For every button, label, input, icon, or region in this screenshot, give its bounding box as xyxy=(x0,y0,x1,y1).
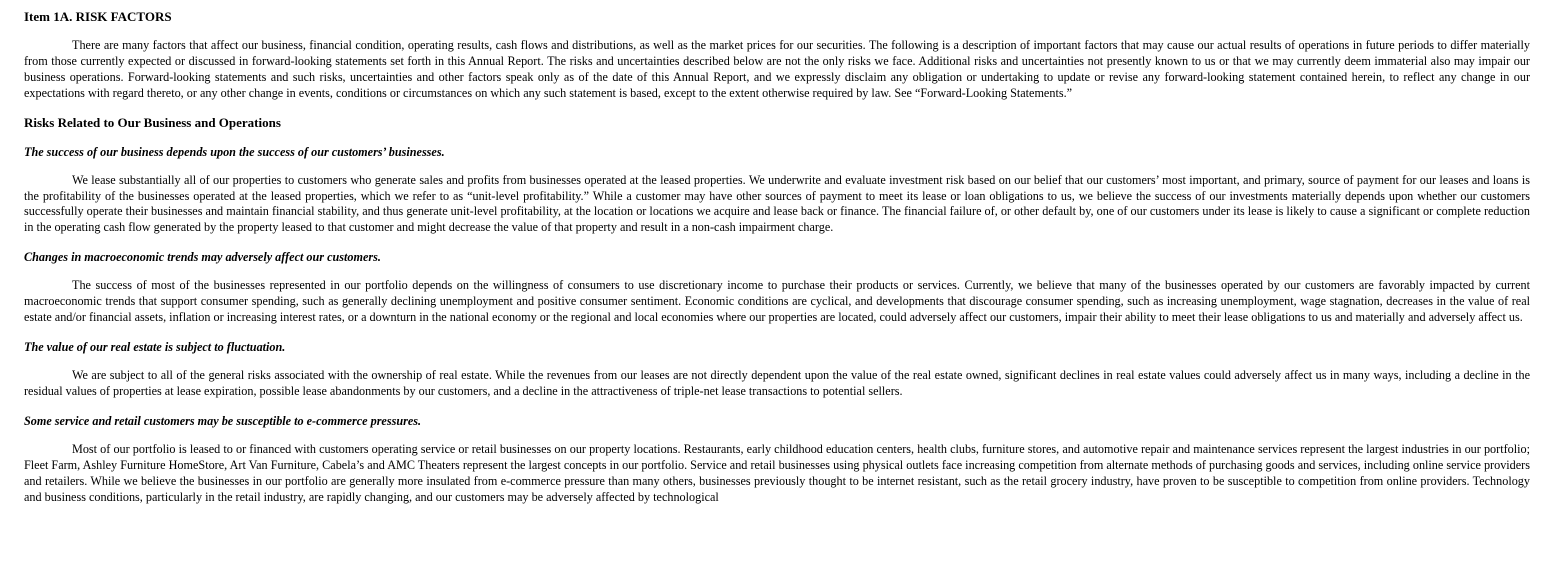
item-title: Item 1A. RISK FACTORS xyxy=(24,9,172,24)
risk-heading: The value of our real estate is subject to fluctuation. xyxy=(24,339,286,354)
risk-paragraph: The success of most of the businesses represented in our portfolio depends on the willingness of consumers to use discretionary income to purchase their products or services. Currently, we believe that many of the businesses operated by our customers are favorably impacted by current macroeconomic trends that support consumer spending, such as generally declining unemployment and positive consumer sentiment. Economic conditions are cyclical, and developments that discourage consumer spending, such as increasing unemployment, wage stagnation, decreases in the value of real estate and/or financial assets, inflation or increasing interest rates, or a downturn in the national economy or the regional and local economies where our properties are located, could adversely affect our customers, impair their ability to meet their lease obligations to us and materially and adversely affect us. xyxy=(24,278,1530,325)
risk-paragraph: Most of our portfolio is leased to or financed with customers operating service or retail businesses on our property locations. Restaurants, early childhood education centers, health clubs, furniture stores, and automotive repair and maintenance services represent the largest industries in our portfolio; Fleet Farm, Ashley Furniture HomeStore, Art Van Furniture, Cabela’s and AMC Theaters represent the largest concepts in our portfolio. Service and retail businesses using physical outlets face increasing competition from alternate methods of purchasing goods and services, including online service providers and retailers. While we believe the businesses in our portfolio are generally more insulated from e-commerce pressure than many others, businesses previously thought to be internet resistant, such as the retail grocery industry, have proven to be susceptible to competition from online providers. Technology and business conditions, particularly in the retail industry, are rapidly changing, and our customers may be adversely affected by technological xyxy=(24,441,1530,504)
risk-paragraph: We are subject to all of the general risks associated with the ownership of real estate. While the revenues from our leases are not directly dependent upon the value of the real estate owned, significant declines in real estate values could adversely affect us in many ways, including a decline in the residual values of properties at lease expiration, possible lease abandonments by our customers, and a decline in the attractiveness of triple-net lease transactions to potential sellers. xyxy=(24,367,1530,398)
intro-paragraph: There are many factors that affect our business, financial condition, operating results, cash flows and distributions, as well as the market prices for our securities. The following is a description of important factors that may cause our actual results of operations in future periods to differ materially from those currently expected or discussed in forward-looking statements set forth in this Annual Report. The risks and uncertainties described below are not the only risks we face. Additional risks and uncertainties not presently known to us or that we may currently deem immaterial also may impair our business operations. Forward-looking statements and such risks, uncertainties and other factors speak only as of the date of this Annual Report, and we expressly disclaim any obligation or undertaking to update or revise any forward-looking statement contained herein, to reflect any change in our expectations with regard thereto, or any other change in events, conditions or circumstances on which any such statement is based, except to the extent otherwise required by law. See “Forward-Looking Statements.” xyxy=(24,38,1530,100)
risk-heading: The success of our business depends upon the success of our customers’ businesses. xyxy=(24,144,445,159)
risk-paragraph: We lease substantially all of our properties to customers who generate sales and profits from businesses operated at the leased properties. We underwrite and evaluate investment risk based on our belief that our customers’ most important, and primary, source of payment for our leases and loans is the profitability of the businesses operated at the leased properties, which we refer to as “unit-level profitability.” While a customer may have other sources of payment to meet its lease or loan obligations to us, we believe the success of our investments materially depends upon whether our customers successfully operate their businesses and maintain financial stability, and thus generate unit-level profitability, at the location or locations we acquire and lease back or finance. The financial failure of, or other default by, one of our customers under its lease is likely to cause a significant or complete reduction in the operating cash flow generated by the property leased to that customer and might decrease the value of that property and result in a non-cash impairment charge. xyxy=(24,172,1530,235)
risk-heading: Some service and retail customers may be susceptible to e-commerce pressures. xyxy=(24,413,422,428)
risk-heading: Changes in macroeconomic trends may adversely affect our customers. xyxy=(24,250,381,265)
section-heading: Risks Related to Our Business and Operations xyxy=(24,114,281,130)
